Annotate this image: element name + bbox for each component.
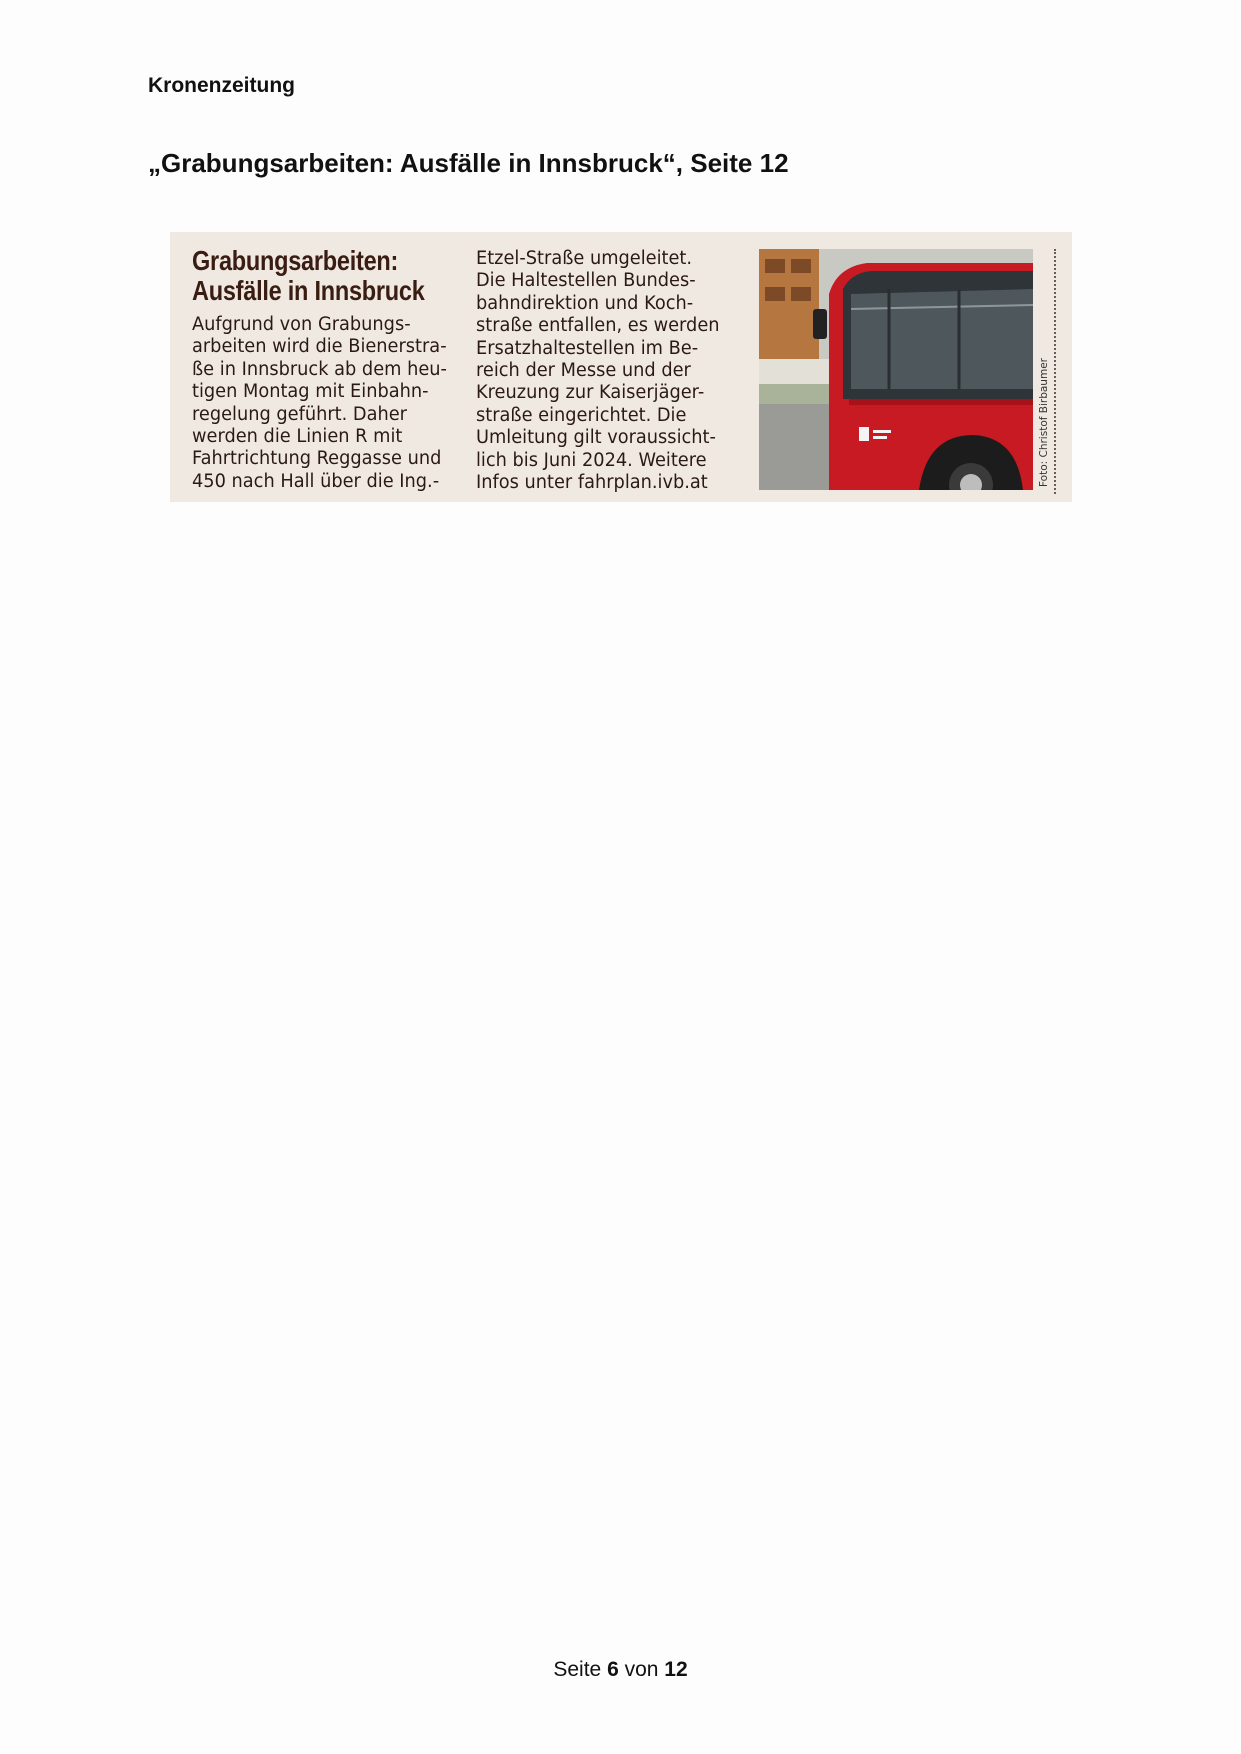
- article-column-1: Aufgrund von Grabungs- arbeiten wird die Bienerstra- ße in Innsbruck ab dem heu- tigen Montag mit Einbahn- regelung geführt. Daher werden die Linien R mit Fahrtrichtung Reggasse und 450 nach Hall über die Ing.-: [192, 314, 447, 492]
- photo-credit-divider: [1054, 249, 1056, 494]
- total-pages-number: 12: [664, 1658, 688, 1681]
- page-footer: [0, 1658, 1241, 1682]
- current-page-number: 6: [607, 1658, 619, 1681]
- source-name: Kronenzeitung: [148, 74, 295, 97]
- page-label: Seite: [553, 1658, 602, 1681]
- document-heading: „Grabungsarbeiten: Ausfälle in Innsbruck“, Seite 12: [148, 148, 789, 178]
- bus-photo: [759, 249, 1033, 490]
- clipping-headline: [192, 245, 425, 306]
- bus-photo-illustration: [759, 249, 1033, 490]
- newspaper-clipping: [170, 232, 1072, 502]
- clipping-headline-line-1: Grabungsarbeiten:: [192, 245, 399, 276]
- photo-credit: Foto: Christof Birbaumer: [1038, 358, 1050, 487]
- article-column-2: Etzel-Straße umgeleitet. Die Haltestellen Bundes- bahndirektion und Koch- straße entfallen, es werden Ersatzhaltestellen im Be- reich der Messe und der Kreuzung zur Kaiserjäger- straße eingerichtet. Die Umleitung gilt voraussicht- lich bis Juni 2024. Weitere Infos unter fahrplan.ivb.at: [476, 248, 720, 494]
- page-separator: von: [624, 1658, 659, 1681]
- clipping-headline-line-2: Ausfälle in Innsbruck: [192, 275, 425, 306]
